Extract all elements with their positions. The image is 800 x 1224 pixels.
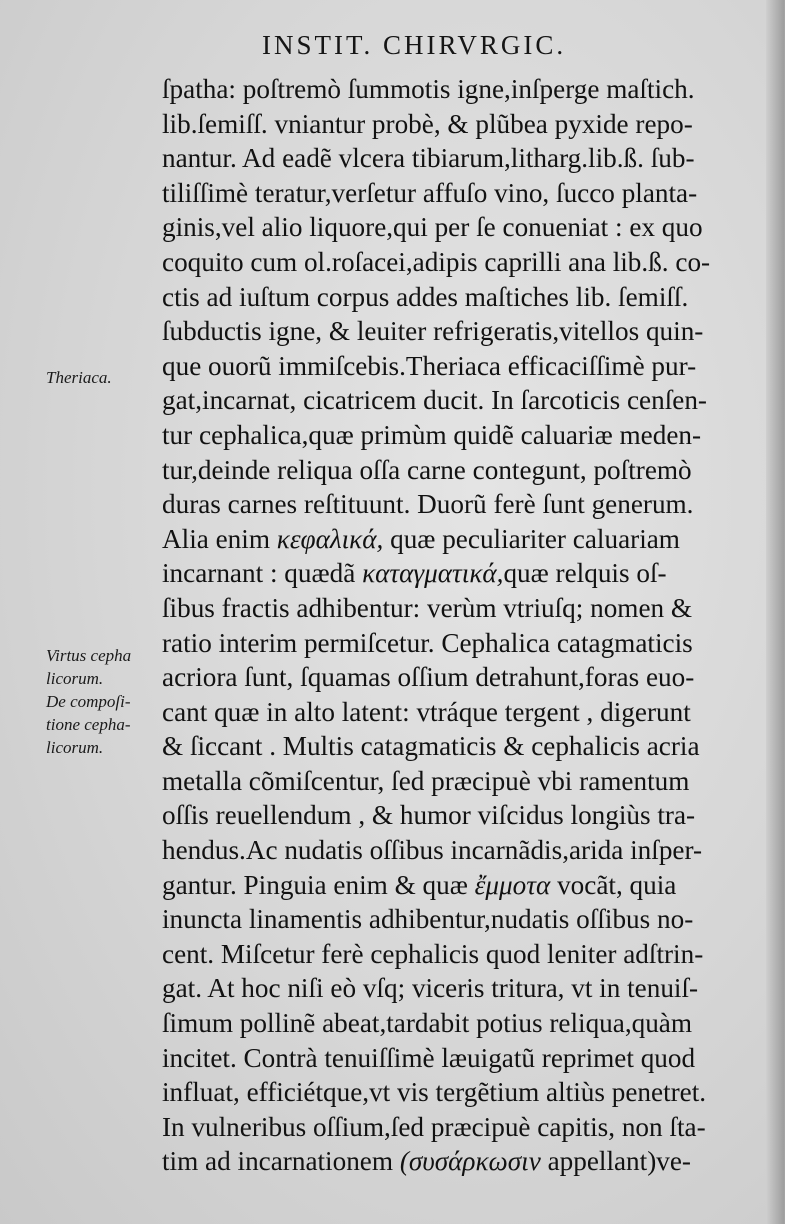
text-line: incitet. Contrà tenuiſſimè læuigatũ reprimet quod [162,1042,696,1073]
text-line: gat,incarnat, cicatricem ducit. In ſarcoticis cenſen- [162,385,707,416]
margin-note-line: Virtus cepha [46,646,132,665]
text-line: ſimum pollinẽ abeat,tardabit potius reliqua,quàm [162,1008,693,1039]
text-line: influat, efficiétque,vt vis tergẽtium altiùs penetret. [162,1077,707,1108]
margin-note-theriaca [46,366,112,389]
text-line: ctis ad iuſtum corpus addes maſtiches lib. ſemiſſ. [162,281,689,312]
margin-note-cephalica [46,644,131,759]
text-segment: appellant)ve- [540,1146,691,1177]
greek-word: ἔμμοτα [474,869,551,900]
text-segment: quæ peculiariter caluariam [383,523,680,554]
text-line: tiliſſimè teratur,verſetur affuſo vino, ſucco planta- [162,177,698,208]
text-line: gat. At hoc niſi eò vſq; viceris tritura, vt in tenuiſ- [162,973,699,1004]
text-segment: tim ad incarnationem [162,1146,394,1177]
text-line: ſibus fractis adhibentur: verùm vtriuſq; nomen & [162,592,693,623]
margin-note-line: licorum. [46,738,104,757]
text-line: tur cephalica,quæ primùm quidẽ caluariæ meden- [162,419,702,450]
greek-word: καταγματικά, [362,558,504,589]
text-line: tur,deinde reliqua oſſa carne contegunt, poſtremò [162,454,692,485]
text-line [162,522,772,557]
greek-word: (συσάρκωσιν [399,1146,541,1177]
text-line: ſpatha: poſtremò ſummotis igne,inſperge maſtich. [162,74,695,104]
text-line: metalla cõmiſcentur, ſed præcipuè vbi ramentum [162,765,690,796]
text-line: ratio interim permiſcetur. Cephalica catagmaticis [162,627,693,658]
text-line: duras carnes reſtituunt. Duorũ ferè ſunt generum. [162,489,694,520]
running-head: INSTIT. CHIRVRGIC. [262,30,567,60]
greek-word: κεφαλικά, [276,523,384,554]
text-line: cent. Miſcetur ferè cephalicis quod leniter adſtrin- [162,938,704,969]
text-line [162,868,772,903]
text-line: oſſis reuellendum , & humor viſcidus longiùs tra- [162,800,696,831]
text-line: coquito cum ol.roſacei,adipis caprilli ana lib.ß. co- [162,246,711,277]
text-line: & ſiccant . Multis catagmaticis & cephalicis acria [162,731,700,762]
margin-note-line: tione cepha- [46,715,131,734]
main-text-block [162,72,772,1179]
text-line [162,556,772,591]
text-segment: quæ relquis oſ- [503,558,667,589]
text-segment: Alia enim [162,523,270,554]
text-segment: incarnant : quædã [162,558,356,589]
text-line: lib.ſemiſſ. vniantur probè, & plũbea pyxide repo- [162,108,693,139]
text-line: que ouorũ immiſcebis.Theriaca efficaciſſimè pur- [162,350,697,381]
text-line: ginis,vel alio liquore,qui per ſe conueniat : ex quo [162,212,703,243]
text-line [162,1144,772,1179]
text-line: hendus.Ac nudatis oſſibus incarnãdis,arida inſper- [162,835,703,866]
text-line: In vulneribus oſſium,ſed præcipuè capitis, non ſta- [162,1111,706,1142]
text-segment: gantur. Pinguia enim & quæ [162,869,468,900]
margin-note-line: Theriaca. [46,368,112,387]
text-line: nantur. Ad eadẽ vlcera tibiarum,litharg.lib.ß. ſub- [162,143,695,174]
text-line: acriora ſunt, ſquamas oſſium detrahunt,foras euo- [162,662,695,693]
text-line: inuncta linamentis adhibentur,nudatis oſſibus no- [162,904,694,935]
margin-note-line: licorum. [46,669,104,688]
text-segment: vocãt, quia [550,869,677,900]
text-line: ſubductis igne, & leuiter refrigeratis,vitellos quin- [162,316,704,347]
text-line: cant quæ in alto latent: vtráque tergent , digerunt [162,696,691,727]
margin-note-line: De compoſi- [46,692,131,711]
